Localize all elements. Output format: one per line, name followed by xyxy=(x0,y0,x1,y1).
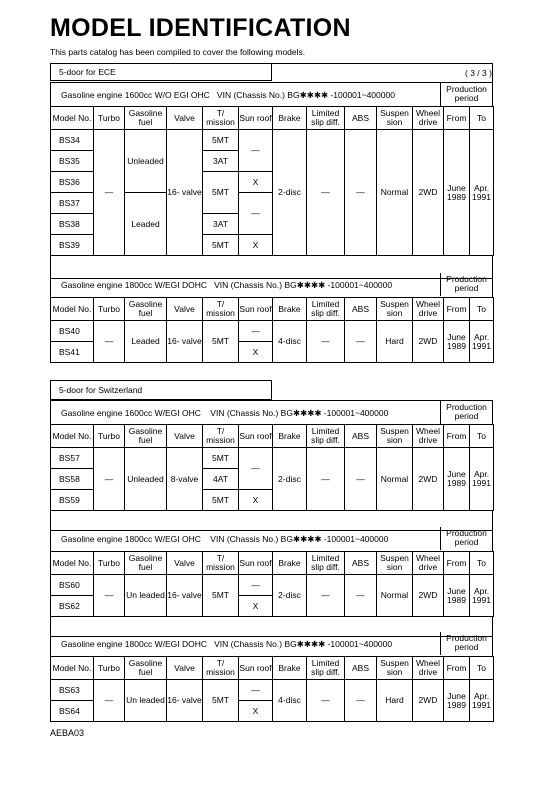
to-cell: Apr. 1991 xyxy=(470,130,494,256)
col-suspension: Suspen sion xyxy=(377,552,413,575)
col-transmission: T/ mission xyxy=(203,657,239,680)
page-number: ( 3 / 3 ) xyxy=(465,68,492,78)
header-row xyxy=(51,657,494,680)
header-row xyxy=(51,425,494,448)
transmission-cell: 5MT xyxy=(203,680,239,722)
transmission-cell: 5MT xyxy=(203,321,239,363)
header-row xyxy=(51,552,494,575)
fuel-cell: Un leaded xyxy=(125,680,167,722)
table-row xyxy=(51,448,494,469)
col-model: Model No. xyxy=(51,425,94,448)
model-table xyxy=(50,551,494,617)
table-row xyxy=(51,321,494,342)
col-transmission: T/ mission xyxy=(203,107,239,130)
col-turbo: Turbo xyxy=(94,107,125,130)
col-sunroof: Sun roof xyxy=(239,552,273,575)
col-brake: Brake xyxy=(273,657,307,680)
model-cell: BS41 xyxy=(51,342,94,363)
brake-cell: 2-disc xyxy=(273,448,307,511)
from-cell: June 1989 xyxy=(444,321,470,363)
transmission-cell: 5MT xyxy=(203,575,239,617)
sunroof-cell: — xyxy=(239,575,273,596)
engine-spec: Gasoline engine 1600cc W/O EGI OHC VIN (Chassis No.) BG✱✱✱✱ -100001~400000 xyxy=(61,90,395,100)
col-to: To xyxy=(470,425,494,448)
col-transmission: T/ mission xyxy=(203,425,239,448)
col-fuel: Gasoline fuel xyxy=(125,425,167,448)
model-table xyxy=(50,106,494,256)
section-ch-1800-dohc xyxy=(50,632,493,722)
col-valve: Valve xyxy=(167,107,203,130)
turbo-cell: — xyxy=(94,130,125,256)
model-cell: BS57 xyxy=(51,448,94,469)
model-table xyxy=(50,297,494,363)
model-cell: BS62 xyxy=(51,596,94,617)
valve-cell: 16- valve xyxy=(167,680,203,722)
col-valve: Valve xyxy=(167,552,203,575)
col-wheel-drive: Wheel drive xyxy=(413,107,444,130)
col-turbo: Turbo xyxy=(94,552,125,575)
lsd-cell: — xyxy=(307,321,345,363)
valve-cell: 16- valve xyxy=(167,321,203,363)
col-sunroof: Sun roof xyxy=(239,657,273,680)
suspension-cell: Normal xyxy=(377,575,413,617)
model-cell: BS59 xyxy=(51,490,94,511)
turbo-cell: — xyxy=(94,321,125,363)
col-to: To xyxy=(470,107,494,130)
col-sunroof: Sun roof xyxy=(239,425,273,448)
abs-cell: — xyxy=(345,575,377,617)
model-cell: BS38 xyxy=(51,214,94,235)
table-row xyxy=(51,575,494,596)
col-model: Model No. xyxy=(51,298,94,321)
col-lsd: Limited slip diff. xyxy=(307,298,345,321)
to-cell: Apr. 1991 xyxy=(470,575,494,617)
col-suspension: Suspen sion xyxy=(377,298,413,321)
production-period-header: Production period xyxy=(440,632,492,655)
model-cell: BS40 xyxy=(51,321,94,342)
col-fuel: Gasoline fuel xyxy=(125,107,167,130)
engine-spec: Gasoline engine 1800cc W/EGI DOHC VIN (Chassis No.) BG✱✱✱✱ -100001~400000 xyxy=(61,639,393,649)
col-model: Model No. xyxy=(51,107,94,130)
production-period-header: Production period xyxy=(440,83,492,106)
section-header xyxy=(50,82,493,106)
wheel-drive-cell: 2WD xyxy=(413,575,444,617)
turbo-cell: — xyxy=(94,448,125,511)
col-fuel: Gasoline fuel xyxy=(125,298,167,321)
suspension-cell: Normal xyxy=(377,448,413,511)
abs-cell: — xyxy=(345,130,377,256)
production-period-header: Production period xyxy=(440,401,492,424)
col-from: From xyxy=(444,657,470,680)
sunroof-cell: — xyxy=(239,130,273,172)
section-header xyxy=(50,273,493,297)
group-label-switzerland: 5-door for Switzerland xyxy=(50,380,272,400)
table-row xyxy=(51,680,494,701)
turbo-cell: — xyxy=(94,575,125,617)
col-turbo: Turbo xyxy=(94,298,125,321)
col-brake: Brake xyxy=(273,425,307,448)
valve-cell: 16- valve xyxy=(167,575,203,617)
suspension-cell: Hard xyxy=(377,680,413,722)
transmission-cell: 4AT xyxy=(203,469,239,490)
abs-cell: — xyxy=(345,448,377,511)
col-valve: Valve xyxy=(167,298,203,321)
lsd-cell: — xyxy=(307,680,345,722)
section-header xyxy=(50,632,493,656)
col-transmission: T/ mission xyxy=(203,552,239,575)
model-cell: BS35 xyxy=(51,151,94,172)
transmission-cell: 3AT xyxy=(203,214,239,235)
col-wheel-drive: Wheel drive xyxy=(413,298,444,321)
col-abs: ABS xyxy=(345,657,377,680)
from-cell: June 1989 xyxy=(444,680,470,722)
col-to: To xyxy=(470,298,494,321)
col-brake: Brake xyxy=(273,298,307,321)
fuel-cell: Un leaded xyxy=(125,575,167,617)
section-ece-1800 xyxy=(50,273,493,363)
sunroof-cell: — xyxy=(239,680,273,701)
section-ch-1600 xyxy=(50,400,493,531)
model-cell: BS58 xyxy=(51,469,94,490)
production-period-header: Production period xyxy=(440,527,492,550)
col-from: From xyxy=(444,298,470,321)
brake-cell: 4-disc xyxy=(273,680,307,722)
group-frame xyxy=(50,63,493,82)
col-lsd: Limited slip diff. xyxy=(307,425,345,448)
transmission-cell: 3AT xyxy=(203,151,239,172)
col-suspension: Suspen sion xyxy=(377,107,413,130)
fuel-cell: Unleaded xyxy=(125,130,167,193)
col-abs: ABS xyxy=(345,425,377,448)
col-sunroof: Sun roof xyxy=(239,107,273,130)
sunroof-cell: X xyxy=(239,235,273,256)
suspension-cell: Hard xyxy=(377,321,413,363)
model-cell: BS64 xyxy=(51,701,94,722)
col-lsd: Limited slip diff. xyxy=(307,107,345,130)
transmission-cell: 5MT xyxy=(203,448,239,469)
fuel-cell: Leaded xyxy=(125,193,167,256)
col-transmission: T/ mission xyxy=(203,298,239,321)
model-cell: BS60 xyxy=(51,575,94,596)
wheel-drive-cell: 2WD xyxy=(413,448,444,511)
to-cell: Apr. 1991 xyxy=(470,448,494,511)
abs-cell: — xyxy=(345,321,377,363)
production-period-header: Production period xyxy=(440,273,492,296)
col-abs: ABS xyxy=(345,298,377,321)
col-brake: Brake xyxy=(273,107,307,130)
from-cell: June 1989 xyxy=(444,130,470,256)
from-cell: June 1989 xyxy=(444,575,470,617)
transmission-cell: 5MT xyxy=(203,235,239,256)
model-cell: BS63 xyxy=(51,680,94,701)
sunroof-cell: — xyxy=(239,193,273,235)
col-wheel-drive: Wheel drive xyxy=(413,425,444,448)
transmission-cell: 5MT xyxy=(203,130,239,151)
page-subtitle: This parts catalog has been compiled to cover the following models. xyxy=(50,47,306,57)
page-title: MODEL IDENTIFICATION xyxy=(50,14,351,42)
col-valve: Valve xyxy=(167,425,203,448)
model-table xyxy=(50,424,494,511)
col-turbo: Turbo xyxy=(94,425,125,448)
col-wheel-drive: Wheel drive xyxy=(413,552,444,575)
header-row xyxy=(51,107,494,130)
model-cell: BS37 xyxy=(51,193,94,214)
brake-cell: 2-disc xyxy=(273,575,307,617)
to-cell: Apr. 1991 xyxy=(470,680,494,722)
suspension-cell: Normal xyxy=(377,130,413,256)
col-brake: Brake xyxy=(273,552,307,575)
col-suspension: Suspen sion xyxy=(377,425,413,448)
sunroof-cell: — xyxy=(239,448,273,490)
valve-cell: 8-valve xyxy=(167,448,203,511)
col-fuel: Gasoline fuel xyxy=(125,657,167,680)
engine-spec: Gasoline engine 1600cc W/EGI OHC VIN (Chassis No.) BG✱✱✱✱ -100001~400000 xyxy=(61,408,389,418)
engine-spec: Gasoline engine 1800cc W/EGI OHC VIN (Chassis No.) BG✱✱✱✱ -100001~400000 xyxy=(61,534,389,544)
col-sunroof: Sun roof xyxy=(239,298,273,321)
valve-cell: 16- valve xyxy=(167,130,203,256)
sunroof-cell: — xyxy=(239,321,273,342)
brake-cell: 2-disc xyxy=(273,130,307,256)
transmission-cell: 5MT xyxy=(203,490,239,511)
sunroof-cell: X xyxy=(239,596,273,617)
fuel-cell: Unleaded xyxy=(125,448,167,511)
wheel-drive-cell: 2WD xyxy=(413,321,444,363)
group-label-ece: 5-door for ECE xyxy=(50,63,272,81)
section-header xyxy=(50,400,493,424)
brake-cell: 4-disc xyxy=(273,321,307,363)
col-lsd: Limited slip diff. xyxy=(307,552,345,575)
col-from: From xyxy=(444,552,470,575)
col-fuel: Gasoline fuel xyxy=(125,552,167,575)
abs-cell: — xyxy=(345,680,377,722)
section-ece-1600 xyxy=(50,82,493,279)
header-row xyxy=(51,298,494,321)
table-row xyxy=(51,130,494,151)
lsd-cell: — xyxy=(307,130,345,256)
col-abs: ABS xyxy=(345,107,377,130)
sunroof-cell: X xyxy=(239,172,273,193)
from-cell: June 1989 xyxy=(444,448,470,511)
col-suspension: Suspen sion xyxy=(377,657,413,680)
col-abs: ABS xyxy=(345,552,377,575)
lsd-cell: — xyxy=(307,448,345,511)
engine-spec: Gasoline engine 1800cc W/EGI DOHC VIN (Chassis No.) BG✱✱✱✱ -100001~400000 xyxy=(61,280,393,290)
col-wheel-drive: Wheel drive xyxy=(413,657,444,680)
col-model: Model No. xyxy=(51,657,94,680)
lsd-cell: — xyxy=(307,575,345,617)
col-lsd: Limited slip diff. xyxy=(307,657,345,680)
transmission-cell: 5MT xyxy=(203,172,239,214)
model-cell: BS34 xyxy=(51,130,94,151)
section-header xyxy=(50,527,493,551)
footer-code: AEBA03 xyxy=(50,728,85,738)
model-table xyxy=(50,656,494,722)
model-cell: BS39 xyxy=(51,235,94,256)
fuel-cell: Leaded xyxy=(125,321,167,363)
col-from: From xyxy=(444,107,470,130)
col-to: To xyxy=(470,552,494,575)
sunroof-cell: X xyxy=(239,490,273,511)
to-cell: Apr. 1991 xyxy=(470,321,494,363)
sunroof-cell: X xyxy=(239,342,273,363)
wheel-drive-cell: 2WD xyxy=(413,130,444,256)
wheel-drive-cell: 2WD xyxy=(413,680,444,722)
col-from: From xyxy=(444,425,470,448)
sunroof-cell: X xyxy=(239,701,273,722)
turbo-cell: — xyxy=(94,680,125,722)
model-cell: BS36 xyxy=(51,172,94,193)
col-model: Model No. xyxy=(51,552,94,575)
section-ch-1800-ohc xyxy=(50,527,493,637)
col-turbo: Turbo xyxy=(94,657,125,680)
col-valve: Valve xyxy=(167,657,203,680)
col-to: To xyxy=(470,657,494,680)
